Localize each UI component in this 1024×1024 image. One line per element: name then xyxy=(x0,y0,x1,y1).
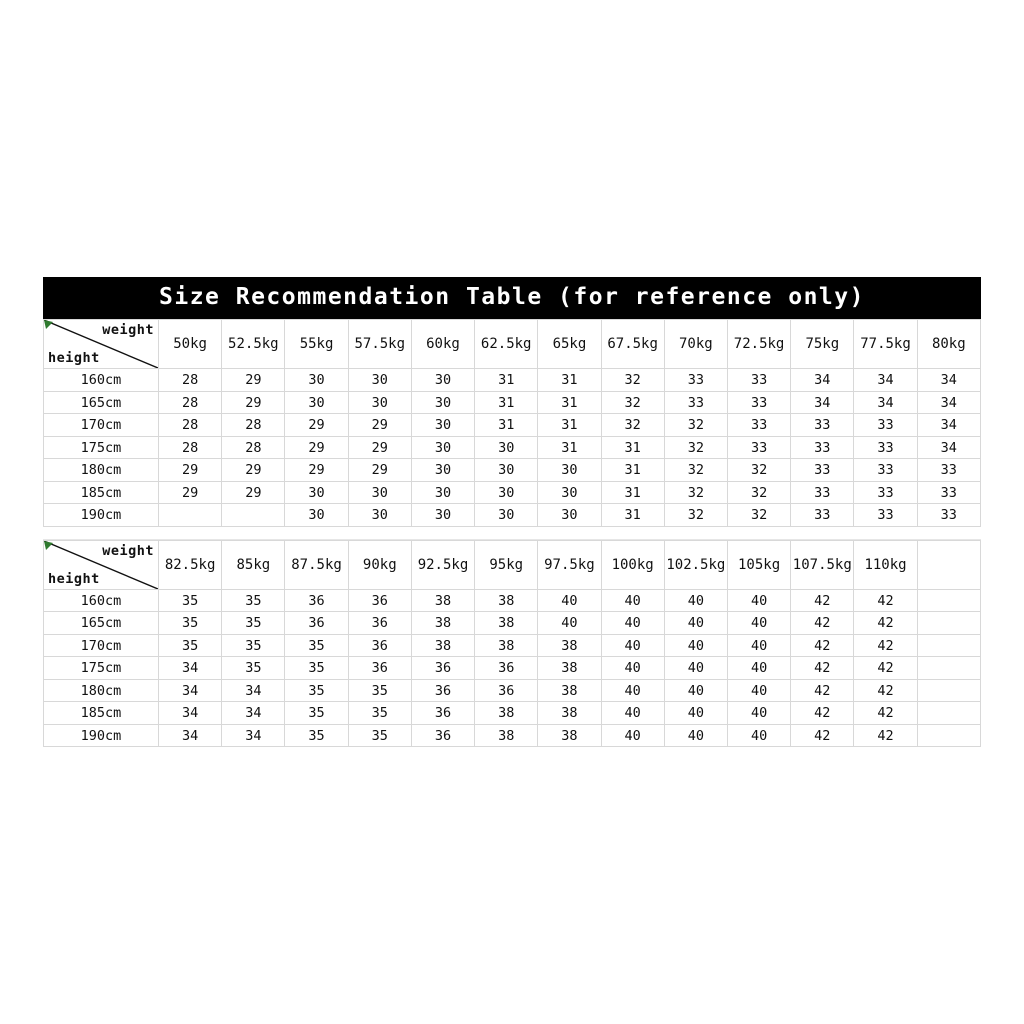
cell: 28 xyxy=(159,436,222,459)
height-axis-label: height xyxy=(48,570,100,587)
col-header: 50kg xyxy=(159,320,222,369)
cell: 35 xyxy=(222,612,285,635)
col-header: 95kg xyxy=(475,540,538,589)
cell: 32 xyxy=(664,504,727,527)
table-row xyxy=(44,414,981,437)
cell: 30 xyxy=(538,504,601,527)
table-row xyxy=(44,481,981,504)
cell: 32 xyxy=(664,481,727,504)
cell: 30 xyxy=(348,481,411,504)
col-header: 77.5kg xyxy=(854,320,917,369)
cell: 30 xyxy=(411,391,474,414)
cell: 33 xyxy=(727,391,790,414)
col-header: 72.5kg xyxy=(727,320,790,369)
cell: 34 xyxy=(917,436,980,459)
col-header: 57.5kg xyxy=(348,320,411,369)
col-header: 75kg xyxy=(791,320,854,369)
cell: 40 xyxy=(601,634,664,657)
cell: 30 xyxy=(475,459,538,482)
cell: 36 xyxy=(285,612,348,635)
row-header: 175cm xyxy=(44,436,159,459)
cell: 31 xyxy=(538,414,601,437)
cell: 38 xyxy=(475,702,538,725)
height-axis-label: height xyxy=(48,350,100,367)
table-row xyxy=(44,724,981,747)
row-header: 190cm xyxy=(44,504,159,527)
cell: 35 xyxy=(348,679,411,702)
col-header: 107.5kg xyxy=(791,540,854,589)
row-header: 165cm xyxy=(44,391,159,414)
cell: 32 xyxy=(664,436,727,459)
cell: 34 xyxy=(917,369,980,392)
cell: 34 xyxy=(159,702,222,725)
cell: 33 xyxy=(917,504,980,527)
cell: 33 xyxy=(664,369,727,392)
cell: 35 xyxy=(159,612,222,635)
cell: 30 xyxy=(475,436,538,459)
cell: 40 xyxy=(664,657,727,680)
cell: 35 xyxy=(222,634,285,657)
cell: 33 xyxy=(917,459,980,482)
cell: 32 xyxy=(601,414,664,437)
table-row xyxy=(44,436,981,459)
cell: 40 xyxy=(727,724,790,747)
row-header: 160cm xyxy=(44,589,159,612)
cell xyxy=(222,504,285,527)
cell: 30 xyxy=(285,369,348,392)
cell: 36 xyxy=(475,679,538,702)
cell: 34 xyxy=(917,414,980,437)
cell: 28 xyxy=(159,391,222,414)
cell: 40 xyxy=(664,702,727,725)
cell: 42 xyxy=(791,634,854,657)
cell: 28 xyxy=(159,369,222,392)
cell: 40 xyxy=(601,724,664,747)
table-row xyxy=(44,459,981,482)
cell: 35 xyxy=(222,657,285,680)
cell: 29 xyxy=(285,459,348,482)
table-row xyxy=(44,504,981,527)
cell: 40 xyxy=(538,589,601,612)
cell: 35 xyxy=(348,702,411,725)
cell: 40 xyxy=(664,679,727,702)
cell-empty xyxy=(917,702,980,725)
cell: 28 xyxy=(222,414,285,437)
row-header: 185cm xyxy=(44,481,159,504)
cell: 38 xyxy=(538,702,601,725)
block-separator xyxy=(44,526,981,539)
cell: 42 xyxy=(791,589,854,612)
cell: 40 xyxy=(727,679,790,702)
col-header: 100kg xyxy=(601,540,664,589)
col-header: 55kg xyxy=(285,320,348,369)
col-header: 92.5kg xyxy=(411,540,474,589)
col-header: 90kg xyxy=(348,540,411,589)
size-table-block-1 xyxy=(43,319,981,540)
row-header: 190cm xyxy=(44,724,159,747)
cell: 36 xyxy=(411,724,474,747)
cell: 34 xyxy=(159,679,222,702)
col-header: 105kg xyxy=(727,540,790,589)
cell: 30 xyxy=(411,481,474,504)
cell: 33 xyxy=(854,436,917,459)
size-table-block-2-body xyxy=(44,540,981,747)
cell: 36 xyxy=(285,589,348,612)
cell: 34 xyxy=(854,369,917,392)
cell: 40 xyxy=(664,589,727,612)
cell: 28 xyxy=(159,414,222,437)
cell: 40 xyxy=(727,589,790,612)
size-chart xyxy=(43,277,981,747)
cell: 30 xyxy=(285,391,348,414)
cell: 30 xyxy=(538,481,601,504)
cell: 36 xyxy=(348,634,411,657)
cell: 31 xyxy=(601,481,664,504)
table-row xyxy=(44,657,981,680)
cell: 33 xyxy=(791,436,854,459)
col-header: 80kg xyxy=(917,320,980,369)
cell: 33 xyxy=(727,436,790,459)
cell: 34 xyxy=(222,679,285,702)
cell: 33 xyxy=(791,414,854,437)
cell: 36 xyxy=(475,657,538,680)
cell: 31 xyxy=(475,391,538,414)
cell: 35 xyxy=(159,634,222,657)
table-row xyxy=(44,612,981,635)
cell: 32 xyxy=(601,369,664,392)
cell: 35 xyxy=(222,589,285,612)
row-header: 160cm xyxy=(44,369,159,392)
cell: 29 xyxy=(222,459,285,482)
cell: 38 xyxy=(475,589,538,612)
cell: 30 xyxy=(411,436,474,459)
cell: 35 xyxy=(348,724,411,747)
cell: 42 xyxy=(854,724,917,747)
cell: 33 xyxy=(791,504,854,527)
axis-corner-cell-1 xyxy=(44,320,159,369)
cell: 29 xyxy=(285,414,348,437)
table-row xyxy=(44,634,981,657)
cell: 42 xyxy=(854,679,917,702)
cell: 31 xyxy=(601,459,664,482)
col-header: 70kg xyxy=(664,320,727,369)
cell: 34 xyxy=(917,391,980,414)
cell: 32 xyxy=(727,481,790,504)
cell: 31 xyxy=(538,369,601,392)
cell-empty xyxy=(917,612,980,635)
cell: 42 xyxy=(854,612,917,635)
cell: 33 xyxy=(791,459,854,482)
cell: 40 xyxy=(538,612,601,635)
col-header: 85kg xyxy=(222,540,285,589)
table-row xyxy=(44,702,981,725)
cell: 33 xyxy=(854,459,917,482)
cell: 30 xyxy=(411,459,474,482)
cell: 35 xyxy=(285,724,348,747)
cell: 42 xyxy=(791,724,854,747)
col-header: 67.5kg xyxy=(601,320,664,369)
cell: 34 xyxy=(791,391,854,414)
cell: 34 xyxy=(159,724,222,747)
cell: 40 xyxy=(601,657,664,680)
cell: 30 xyxy=(285,504,348,527)
cell-empty xyxy=(917,724,980,747)
cell: 32 xyxy=(664,414,727,437)
cell: 36 xyxy=(411,679,474,702)
cell: 40 xyxy=(727,657,790,680)
cell: 33 xyxy=(727,414,790,437)
row-header: 180cm xyxy=(44,679,159,702)
cell: 31 xyxy=(601,504,664,527)
cell: 30 xyxy=(348,391,411,414)
cell: 33 xyxy=(664,391,727,414)
cell: 33 xyxy=(727,369,790,392)
chart-title: Size Recommendation Table (for reference only) xyxy=(43,277,981,319)
cell: 40 xyxy=(727,702,790,725)
cell: 40 xyxy=(664,724,727,747)
cell: 38 xyxy=(538,657,601,680)
cell: 32 xyxy=(727,504,790,527)
header-row-block-1 xyxy=(44,320,981,369)
cell: 42 xyxy=(854,702,917,725)
cell: 40 xyxy=(727,634,790,657)
weight-axis-label: weight xyxy=(102,542,154,559)
cell: 29 xyxy=(222,369,285,392)
cell: 35 xyxy=(159,589,222,612)
cell: 34 xyxy=(791,369,854,392)
cell: 35 xyxy=(285,679,348,702)
cell-empty xyxy=(917,634,980,657)
cell: 34 xyxy=(854,391,917,414)
cell: 29 xyxy=(159,481,222,504)
cell: 35 xyxy=(285,634,348,657)
cell: 31 xyxy=(475,414,538,437)
cell: 29 xyxy=(159,459,222,482)
cell: 42 xyxy=(791,702,854,725)
cell: 31 xyxy=(538,391,601,414)
cell: 42 xyxy=(854,634,917,657)
cell: 38 xyxy=(411,612,474,635)
cell: 40 xyxy=(664,634,727,657)
cell: 42 xyxy=(791,679,854,702)
axis-corner-cell-2 xyxy=(44,540,159,589)
cell: 30 xyxy=(475,504,538,527)
cell: 33 xyxy=(854,414,917,437)
cell: 40 xyxy=(601,589,664,612)
cell: 36 xyxy=(411,702,474,725)
cell: 30 xyxy=(411,414,474,437)
cell: 35 xyxy=(285,657,348,680)
col-header: 52.5kg xyxy=(222,320,285,369)
row-header: 180cm xyxy=(44,459,159,482)
col-header: 102.5kg xyxy=(664,540,727,589)
col-header: 82.5kg xyxy=(159,540,222,589)
weight-axis-label: weight xyxy=(102,322,154,339)
cell: 40 xyxy=(727,612,790,635)
cell: 34 xyxy=(222,702,285,725)
cell: 38 xyxy=(538,679,601,702)
col-header: 62.5kg xyxy=(475,320,538,369)
header-row-block-2 xyxy=(44,540,981,589)
cell: 33 xyxy=(791,481,854,504)
col-header: 60kg xyxy=(411,320,474,369)
cell: 32 xyxy=(664,459,727,482)
cell: 30 xyxy=(411,504,474,527)
col-header: 97.5kg xyxy=(538,540,601,589)
cell: 36 xyxy=(348,612,411,635)
cell: 33 xyxy=(854,481,917,504)
cell: 29 xyxy=(348,414,411,437)
cell-empty xyxy=(917,679,980,702)
cell: 32 xyxy=(727,459,790,482)
cell: 31 xyxy=(601,436,664,459)
cell: 33 xyxy=(917,481,980,504)
cell: 38 xyxy=(538,724,601,747)
row-header: 185cm xyxy=(44,702,159,725)
cell: 32 xyxy=(601,391,664,414)
table-row xyxy=(44,369,981,392)
cell: 36 xyxy=(348,589,411,612)
cell: 40 xyxy=(601,612,664,635)
cell: 29 xyxy=(222,391,285,414)
cell: 30 xyxy=(475,481,538,504)
row-header: 175cm xyxy=(44,657,159,680)
cell: 34 xyxy=(159,657,222,680)
cell: 38 xyxy=(538,634,601,657)
row-header: 170cm xyxy=(44,634,159,657)
table-row xyxy=(44,589,981,612)
cell: 35 xyxy=(285,702,348,725)
cell: 34 xyxy=(222,724,285,747)
cell: 36 xyxy=(411,657,474,680)
cell: 42 xyxy=(791,612,854,635)
cell: 30 xyxy=(285,481,348,504)
cell: 30 xyxy=(411,369,474,392)
table-row xyxy=(44,679,981,702)
cell: 40 xyxy=(601,702,664,725)
cell: 30 xyxy=(538,459,601,482)
cell: 28 xyxy=(222,436,285,459)
cell: 38 xyxy=(475,634,538,657)
cell-empty xyxy=(917,589,980,612)
cell: 31 xyxy=(475,369,538,392)
cell: 30 xyxy=(348,504,411,527)
cell: 29 xyxy=(348,459,411,482)
cell: 36 xyxy=(348,657,411,680)
cell: 30 xyxy=(348,369,411,392)
row-header: 165cm xyxy=(44,612,159,635)
col-header: 65kg xyxy=(538,320,601,369)
cell: 31 xyxy=(538,436,601,459)
cell: 42 xyxy=(854,657,917,680)
cell xyxy=(159,504,222,527)
col-header: 110kg xyxy=(854,540,917,589)
cell: 38 xyxy=(411,589,474,612)
cell: 38 xyxy=(475,724,538,747)
cell: 42 xyxy=(791,657,854,680)
cell: 40 xyxy=(664,612,727,635)
cell: 42 xyxy=(854,589,917,612)
cell: 40 xyxy=(601,679,664,702)
cell-empty xyxy=(917,657,980,680)
cell: 29 xyxy=(348,436,411,459)
size-table-block-2 xyxy=(43,540,981,748)
size-table-block-1-body xyxy=(44,320,981,540)
cell: 29 xyxy=(222,481,285,504)
cell: 29 xyxy=(285,436,348,459)
col-header-empty xyxy=(917,540,980,589)
cell: 33 xyxy=(854,504,917,527)
cell: 38 xyxy=(411,634,474,657)
row-header: 170cm xyxy=(44,414,159,437)
table-row xyxy=(44,391,981,414)
cell: 38 xyxy=(475,612,538,635)
col-header: 87.5kg xyxy=(285,540,348,589)
